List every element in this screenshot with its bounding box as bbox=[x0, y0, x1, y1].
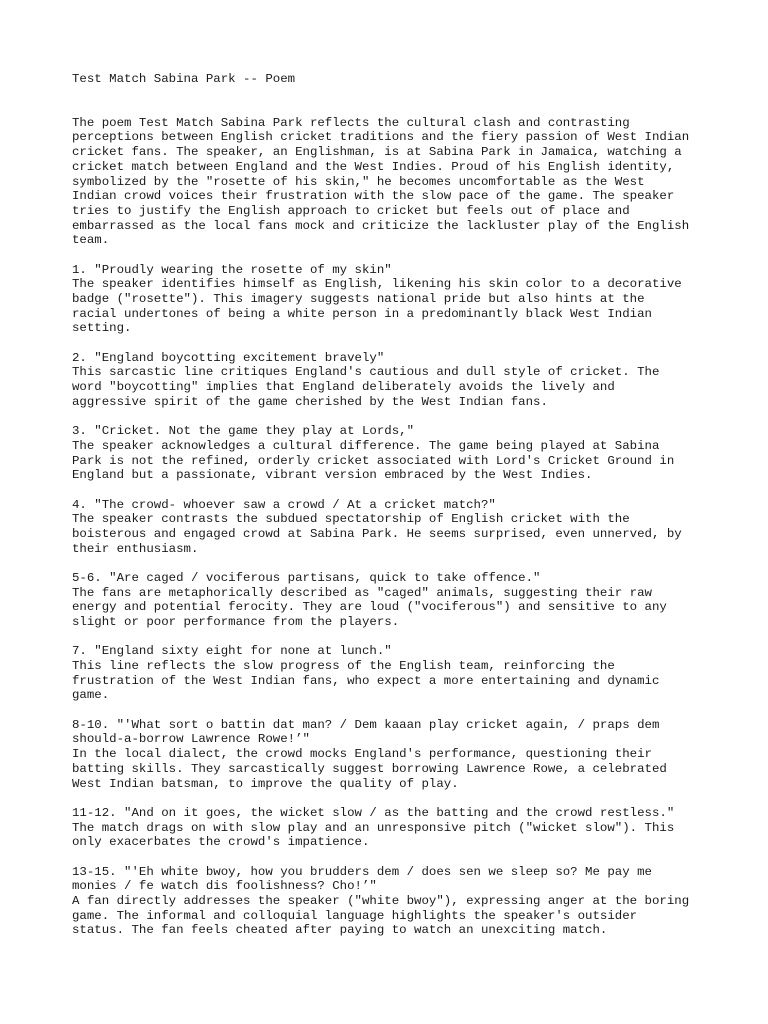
section-quote: 4. "The crowd- whoever saw a crowd / At a cricket match?" bbox=[72, 497, 496, 512]
analysis-section-6 bbox=[72, 644, 712, 703]
intro-paragraph: The poem Test Match Sabina Park reflects the cultural clash and contrasting perceptions between English cricket traditions and the fiery passion of West Indian cricket fans. The speaker, an Englishman, is at Sabina Park in Jamaica, watching a cricket match between England and the West Indies. Proud of his English identity, symbolized by the "rosette of his skin," he becomes uncomfortable as the West Indian crowd voices their frustration with the slow pace of the game. The speaker tries to justify the English approach to cricket but feels out of place and embarrassed as the local fans mock and criticize the lackluster play of the English team. bbox=[72, 115, 690, 248]
analysis-section-9 bbox=[72, 865, 712, 939]
analysis-section-5 bbox=[72, 571, 712, 630]
analysis-section-1 bbox=[72, 263, 712, 337]
document-title: Test Match Sabina Park -- Poem bbox=[72, 72, 296, 86]
section-quote: 2. "England boycotting excitement bravely" bbox=[72, 350, 385, 365]
section-body: This line reflects the slow progress of the English team, reinforcing the frustration of the West Indian fans, who expect a more entertaining and dynamic game. bbox=[72, 659, 660, 703]
section-quote: 11-12. "And on it goes, the wicket slow / as the batting and the crowd restless." bbox=[72, 805, 675, 820]
section-body: The fans are metaphorically described as "caged" animals, suggesting their raw energy and potential ferocity. They are loud ("vociferous") and sensitive to any slight or poor performance from the players. bbox=[72, 585, 667, 630]
section-quote: 5-6. "Are caged / vociferous partisans, quick to take offence." bbox=[72, 570, 541, 585]
section-body: A fan directly addresses the speaker ("white bwoy"), expressing anger at the boring game. The informal and colloquial language highlights the speaker's outsider status. The fan feels cheated after paying to watch an unexciting match. bbox=[72, 893, 690, 938]
section-quote: 8-10. "'What sort o battin dat man? / Dem kaaan play cricket again, / praps dem should-a-borrow Lawrence Rowe!’" bbox=[72, 717, 660, 747]
analysis-section-4 bbox=[72, 498, 712, 557]
section-body: This sarcastic line critiques England's cautious and dull style of cricket. The word "boycotting" implies that England deliberately avoids the lively and aggressive spirit of the game cherished by the West Indian fans. bbox=[72, 365, 660, 409]
section-quote: 7. "England sixty eight for none at lunch." bbox=[72, 644, 392, 659]
section-body: In the local dialect, the crowd mocks England's performance, questioning their batting skills. They sarcastically suggest borrowing Lawrence Rowe, a celebrated West Indian batsman, to improve the quality of play. bbox=[72, 747, 667, 791]
section-quote: 13-15. "'Eh white bwoy, how you brudders dem / does sen we sleep so? Me pay me monies / fe watch dis foolishness? Cho!’" bbox=[72, 864, 652, 894]
section-body: The match drags on with slow play and an unresponsive pitch ("wicket slow"). This only exacerbates the crowd's impatience. bbox=[72, 820, 675, 850]
analysis-section-7 bbox=[72, 718, 712, 792]
analysis-section-2 bbox=[72, 351, 712, 410]
section-body: The speaker identifies himself as English, likening his skin color to a decorative badge ("rosette"). This imagery suggests national pride but also hints at the racial undertones of being a white person in a predominantly black West Indian setting. bbox=[72, 277, 682, 336]
section-body: The speaker acknowledges a cultural difference. The game being played at Sabina Park is not the refined, orderly cricket associated with Lord's Cricket Ground in England but a passionate, vibrant version embraced by the West Indies. bbox=[72, 438, 675, 483]
section-quote: 3. "Cricket. Not the game they play at Lords," bbox=[72, 424, 415, 439]
document-page bbox=[72, 72, 712, 938]
section-quote: 1. "Proudly wearing the rosette of my skin" bbox=[72, 262, 392, 277]
section-body: The speaker contrasts the subdued spectatorship of English cricket with the boisterous and engaged crowd at Sabina Park. He seems surprised, even unnerved, by their enthusiasm. bbox=[72, 512, 682, 556]
analysis-section-8 bbox=[72, 806, 712, 850]
analysis-section-3 bbox=[72, 424, 712, 483]
